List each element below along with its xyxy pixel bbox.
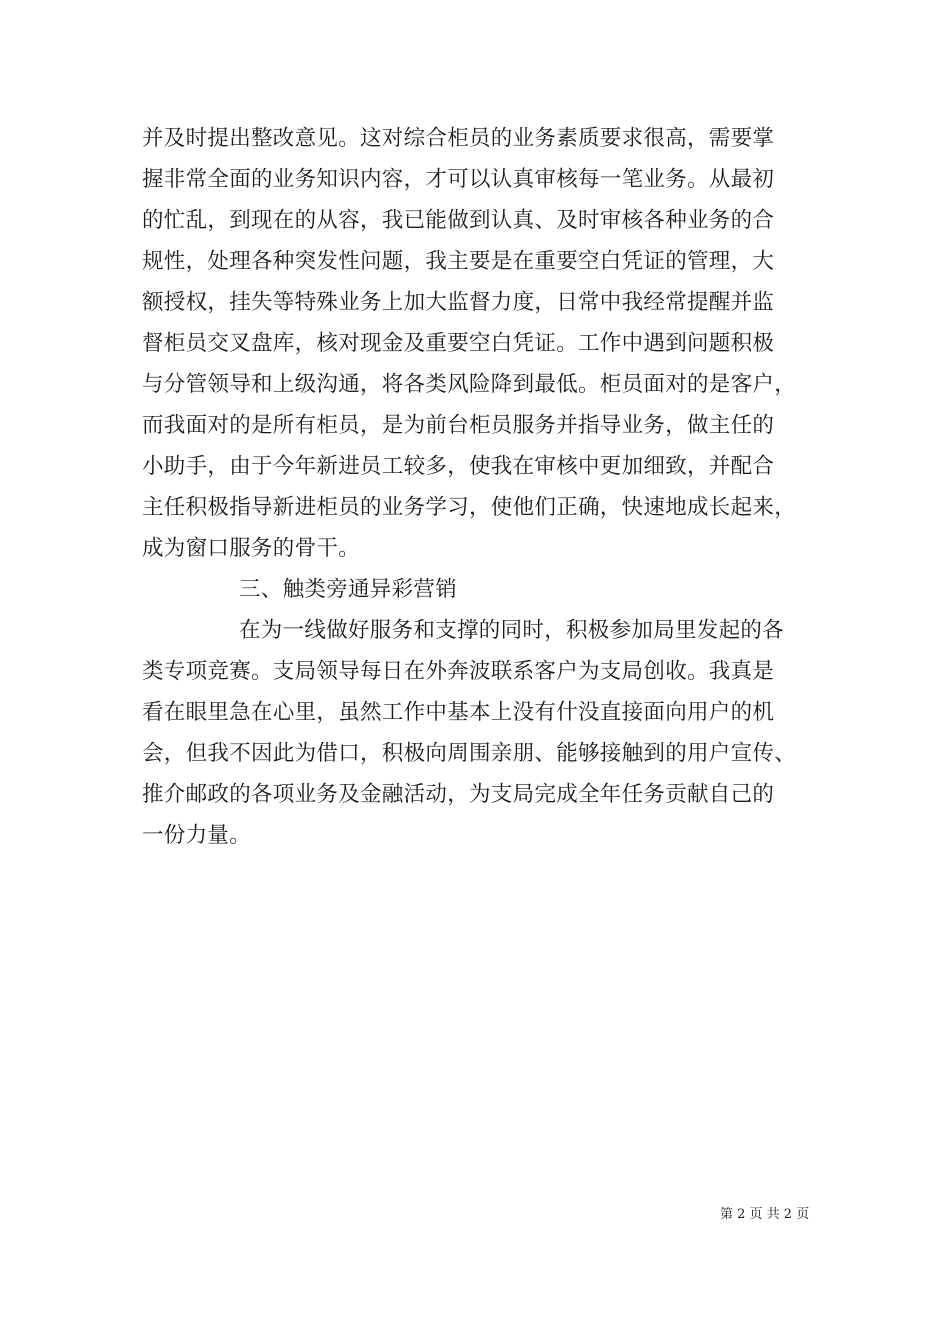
body-line: 与分管领导和上级沟通，将各类风险降到最低。柜员面对的是客户，: [142, 372, 797, 397]
body-line: 一份力量。: [142, 823, 252, 848]
body-line: 额授权，挂失等特殊业务上加大监督力度，日常中我经常提醒并监: [142, 290, 775, 315]
body-line: 并及时提出整改意见。这对综合柜员的业务素质要求很高，需要掌: [142, 126, 775, 151]
body-line: 推介邮政的各项业务及金融活动，为支局完成全年任务贡献自己的: [142, 782, 775, 807]
body-line: 规性，处理各种突发性问题，我主要是在重要空白凭证的管理，大: [142, 249, 775, 274]
body-line: 督柜员交叉盘库，核对现金及重要空白凭证。工作中遇到问题积极: [142, 331, 775, 356]
body-line: 主任积极指导新进柜员的业务学习，使他们正确，快速地成长起来，: [142, 495, 797, 520]
paragraph-first-line: 在为一线做好服务和支撑的同时，积极参加局里发起的各: [239, 618, 785, 643]
body-line: 会，但我不因此为借口，积极向周围亲朋、能够接触到的用户宣传、: [142, 741, 797, 766]
document-body: [142, 118, 842, 856]
section-heading: 三、触类旁通异彩营销: [239, 577, 458, 602]
body-line: 握非常全面的业务知识内容，才可以认真审核每一笔业务。从最初: [142, 167, 775, 192]
body-line: 看在眼里急在心里，虽然工作中基本上没有什没直接面向用户的机: [142, 700, 775, 725]
page-number-footer: 第 2 页 共 2 页: [720, 1207, 810, 1222]
body-line: 而我面对的是所有柜员，是为前台柜员服务并指导业务，做主任的: [142, 413, 775, 438]
body-line: 成为窗口服务的骨干。: [142, 536, 361, 561]
body-line: 类专项竞赛。支局领导每日在外奔波联系客户为支局创收。我真是: [142, 659, 775, 684]
body-line: 小助手，由于今年新进员工较多，使我在审核中更加细致，并配合: [142, 454, 775, 479]
body-line: 的忙乱，到现在的从容，我已能做到认真、及时审核各种业务的合: [142, 208, 775, 233]
